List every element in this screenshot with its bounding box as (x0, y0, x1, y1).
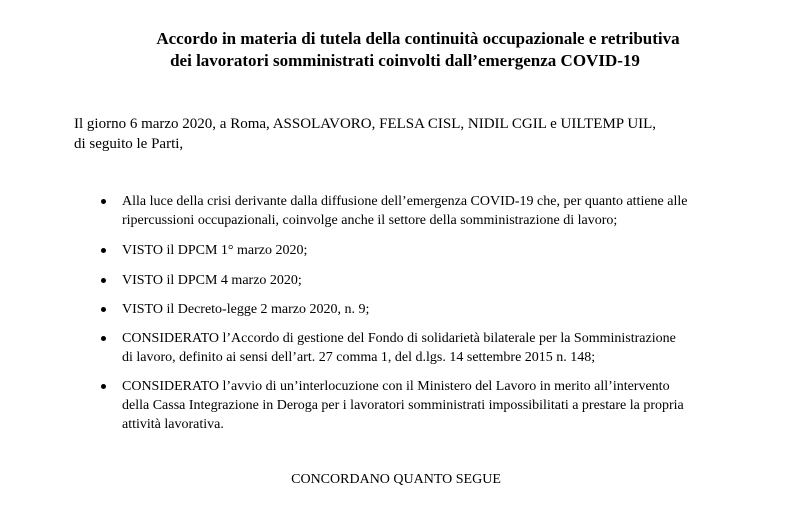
bullet-dot-icon (101, 199, 106, 204)
bullet-dot-icon (101, 248, 106, 253)
bullet-text-line: attività lavorativa. (122, 417, 224, 432)
bullet-text-line: VISTO il Decreto-legge 2 marzo 2020, n. 9; (122, 302, 370, 317)
bullet-text-line: VISTO il DPCM 1° marzo 2020; (122, 243, 308, 258)
bullet-text-line: della Cassa Integrazione in Deroga per i lavoratori somministrati impossibilitati a prestare la propria (122, 398, 684, 413)
intro-line-1: Il giorno 6 marzo 2020, a Roma, ASSOLAVORO, FELSA CISL, NIDIL CGIL e UILTEMP UIL, (74, 116, 657, 132)
bullet-text-line: VISTO il DPCM 4 marzo 2020; (122, 273, 302, 288)
bullet-text-line: Alla luce della crisi derivante dalla diffusione dell’emergenza COVID-19 che, per quanto attiene alle (122, 194, 688, 209)
bullet-dot-icon (101, 336, 106, 341)
bullet-text-line: CONSIDERATO l’avvio di un’interlocuzione con il Ministero del Lavoro in merito all’intervento (122, 379, 670, 394)
intro-line-2: di seguito le Parti, (74, 136, 184, 152)
bullet-item-cassa-integrazione (122, 377, 732, 434)
bullet-item-fondo-solidarieta (122, 329, 732, 367)
bullet-text-line: ripercussioni occupazionali, coinvolge anche il settore della somministrazione di lavoro; (122, 213, 618, 228)
bullet-item-decreto-legge (122, 300, 732, 319)
bullet-item-dpcm-1-march (122, 241, 732, 260)
bullet-item-crisis (122, 192, 732, 230)
title-line-2: dei lavoratori somministrati coinvolti dall’emergenza COVID-19 (170, 51, 640, 70)
bullet-text-line: di lavoro, definito ai sensi dell’art. 27 comma 1, del d.lgs. 14 settembre 2015 n. 148; (122, 350, 596, 365)
bullet-text-line: CONSIDERATO l’Accordo di gestione del Fondo di solidarietà bilaterale per la Somministrazione (122, 331, 676, 346)
closing-heading: CONCORDANO QUANTO SEGUE (291, 472, 501, 487)
bullet-dot-icon (101, 307, 106, 312)
bullet-dot-icon (101, 278, 106, 283)
bullet-dot-icon (101, 384, 106, 389)
title-line-1: Accordo in materia di tutela della continuità occupazionale e retributiva (156, 29, 680, 48)
bullet-item-dpcm-4-march (122, 271, 732, 290)
